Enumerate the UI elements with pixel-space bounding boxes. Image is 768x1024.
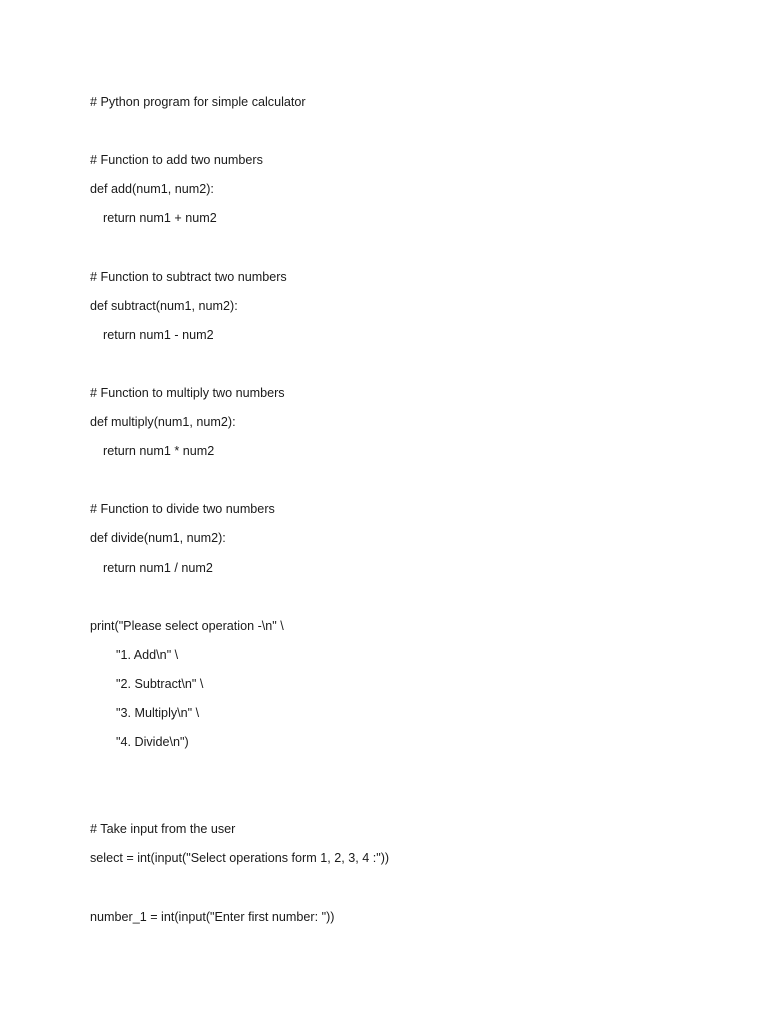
blank-line	[90, 238, 730, 267]
menu-option-line: "1. Add\n" \	[116, 647, 179, 662]
return-line: return num1 * num2	[103, 444, 215, 459]
menu-option-line: "4. Divide\n")	[116, 735, 189, 750]
blank-line	[90, 762, 730, 791]
comment-line: # Take input from the user	[90, 822, 236, 837]
blank-line	[90, 879, 730, 908]
comment-line: # Function to multiply two numbers	[90, 385, 285, 400]
return-line: return num1 - num2	[103, 327, 214, 342]
return-line: return num1 + num2	[103, 211, 217, 226]
comment-line: # Function to subtract two numbers	[90, 269, 287, 284]
function-definition-line: def multiply(num1, num2):	[90, 415, 236, 430]
comment-line: # Python program for simple calculator	[90, 95, 306, 109]
blank-line	[90, 791, 730, 820]
return-line: return num1 / num2	[103, 560, 213, 575]
function-definition-line: def subtract(num1, num2):	[90, 298, 238, 313]
menu-option-line: "3. Multiply\n" \	[116, 705, 200, 720]
input-statement-line: number_1 = int(input("Enter first number: "))	[90, 909, 335, 924]
print-statement-line: print("Please select operation -\n" \	[90, 618, 284, 633]
blank-line	[90, 588, 730, 617]
blank-line	[90, 122, 730, 151]
comment-line: # Function to divide two numbers	[90, 502, 275, 517]
function-definition-line: def add(num1, num2):	[90, 182, 214, 197]
code-listing	[90, 93, 730, 937]
comment-line: # Function to add two numbers	[90, 153, 263, 168]
blank-line	[90, 471, 730, 500]
menu-option-line: "2. Subtract\n" \	[116, 676, 204, 691]
input-statement-line: select = int(input("Select operations form 1, 2, 3, 4 :"))	[90, 851, 390, 866]
function-definition-line: def divide(num1, num2):	[90, 531, 226, 546]
blank-line	[90, 355, 730, 384]
